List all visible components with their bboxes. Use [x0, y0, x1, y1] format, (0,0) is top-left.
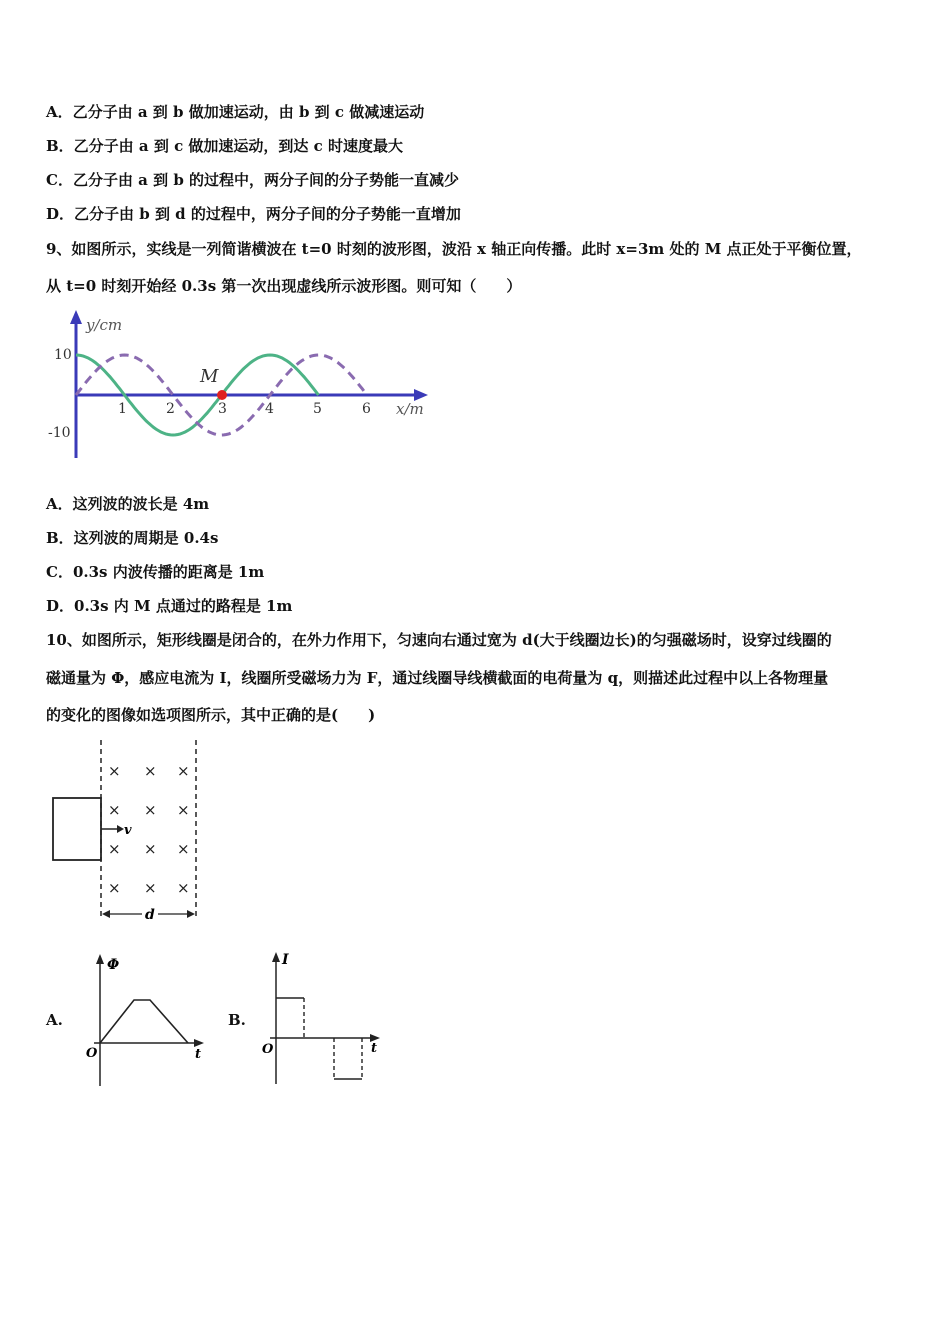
y-tick-bottom: -10 [48, 425, 71, 441]
x-tick-5: 5 [313, 401, 322, 417]
q9-option-a: A．这列波的波长是 4m [46, 495, 210, 513]
x-axis-label: x/m [396, 400, 424, 418]
q8-option-a: A．乙分子由 a 到 b 做加速运动，由 b 到 c 做减速运动 [46, 103, 425, 121]
phi-curve [100, 1000, 188, 1043]
x-tick-4: 4 [265, 401, 274, 417]
x-tick-2: 2 [166, 401, 175, 417]
coil [53, 798, 101, 860]
velocity-label: v [124, 823, 132, 838]
q10-option-a-label: A. [46, 1011, 63, 1029]
svg-text:×: × [108, 879, 121, 897]
svg-text:×: × [144, 840, 157, 858]
phi-label: Φ [107, 957, 120, 973]
q10-option-b-label: B. [228, 1011, 246, 1029]
q9-stem-line2: 从 t=0 时刻开始经 0.3s 第一次出现虚线所示波形图。则可知（ ） [46, 277, 522, 295]
x-tick-1: 1 [118, 401, 127, 417]
point-m-label: M [200, 366, 219, 387]
q10-option-a-graph [80, 950, 210, 1090]
q8-option-b: B．乙分子由 a 到 c 做加速运动，到达 c 时速度最大 [46, 137, 403, 155]
origin-label-a: O [86, 1046, 98, 1061]
svg-text:×: × [108, 801, 121, 819]
q9-wave-graph [40, 308, 440, 468]
svg-text:×: × [144, 879, 157, 897]
width-label: d [145, 907, 155, 923]
q10-stem-line3: 的变化的图像如选项图所示，其中正确的是( ) [46, 706, 376, 724]
q10-magnetic-field-figure [44, 738, 204, 928]
point-m [217, 390, 227, 400]
origin-label-b: O [262, 1042, 274, 1057]
svg-text:×: × [108, 762, 121, 780]
q8-option-c: C．乙分子由 a 到 b 的过程中，两分子间的分子势能一直减少 [46, 171, 460, 189]
svg-text:×: × [177, 879, 190, 897]
q9-option-c: C．0.3s 内波传播的距离是 1m [46, 563, 265, 581]
x-tick-3: 3 [218, 401, 227, 417]
q9-option-d: D．0.3s 内 M 点通过的路程是 1m [46, 597, 293, 615]
q10-stem-line2: 磁通量为 Φ，感应电流为 I，线圈所受磁场力为 F，通过线圈导线横截面的电荷量为 q，则描述此过程中以上各物理量 [46, 669, 829, 687]
t-label-b: t [371, 1041, 378, 1056]
svg-text:×: × [177, 801, 190, 819]
x-ticks [118, 401, 371, 417]
q10-stem-line1: 10、如图所示，矩形线圈是闭合的，在外力作用下，匀速向右通过宽为 d(大于线圈边长)的匀强磁场时，设穿过线圈的 [46, 631, 832, 649]
svg-text:×: × [108, 840, 121, 858]
svg-text:×: × [177, 840, 190, 858]
i-label: I [282, 952, 289, 968]
y-axis-label: y/cm [86, 316, 123, 334]
svg-text:×: × [144, 801, 157, 819]
q9-option-b: B．这列波的周期是 0.4s [46, 529, 219, 547]
q8-option-d: D．乙分子由 b 到 d 的过程中，两分子间的分子势能一直增加 [46, 205, 461, 223]
svg-text:×: × [144, 762, 157, 780]
y-axis-arrow [70, 310, 82, 324]
x-tick-6: 6 [362, 401, 371, 417]
svg-text:×: × [177, 762, 190, 780]
q9-stem-line1: 9、如图所示，实线是一列简谐横波在 t=0 时刻的波形图，波沿 x 轴正向传播。此时 x=3m 处的 M 点正处于平衡位置， [46, 240, 862, 258]
q10-option-b-graph [256, 946, 386, 1086]
y-tick-top: 10 [54, 347, 72, 363]
t-label-a: t [195, 1047, 202, 1062]
